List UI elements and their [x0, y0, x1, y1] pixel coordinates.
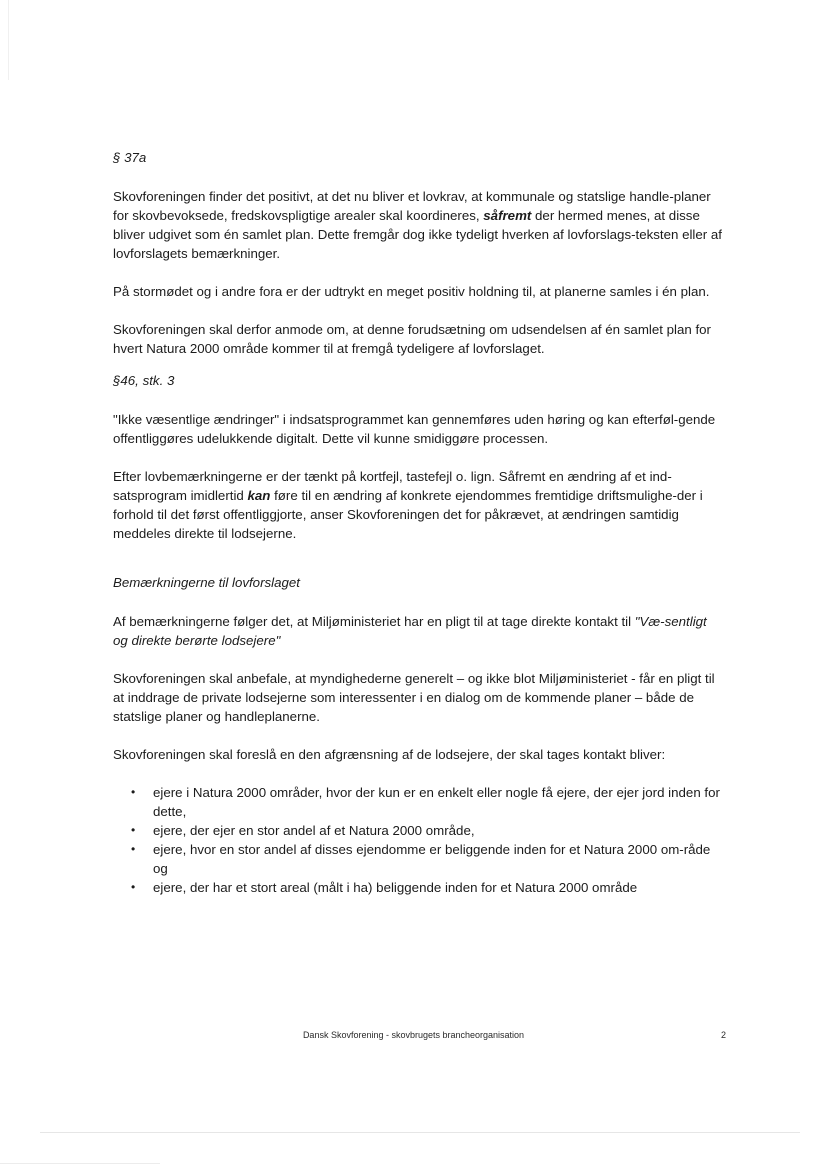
page-footer: Dansk Skovforening - skovbrugets brancheorganisation	[302, 1030, 525, 1040]
paragraph-coordination-text-a: Skovforeningen finder det positivt, at det nu bliver et lovkrav, at kommunale og statslige handle-planer for skovbevoksede, fredskovspligtige arealer skal koordineres,	[113, 189, 711, 223]
bullet-icon: •	[131, 823, 136, 837]
section-heading-37a: § 37a	[113, 150, 147, 165]
list-item	[113, 840, 725, 878]
paragraph-recommendation: Skovforeningen skal anbefale, at myndighederne generelt – og ikke blot Miljøministeriet - får en pligt til at inddrage de private lodsejerne som interessenter i en dialog om de kommende planer – både de statslige planer og handleplanerne.	[113, 671, 715, 724]
list-item	[113, 878, 725, 897]
bullet-icon: •	[131, 785, 136, 799]
paragraph-lodsejere-notice-emphasis: kan	[247, 488, 271, 503]
paragraph-lodsejere-notice	[113, 467, 725, 543]
paragraph-coordination-text-b: der hermed menes, at disse bliver udgivet som én samlet plan. Dette fremgår dog ikke tydeligt hverken af lovforslags-teksten eller af lovforslagets bemærkninger.	[113, 208, 722, 261]
list-item-text: ejere i Natura 2000 områder, hvor der kun er en enkelt eller nogle få ejere, der ejer jord inden for dette,	[153, 785, 720, 819]
list-item	[113, 821, 725, 840]
scan-artifact-line-bottom	[0, 1163, 160, 1164]
paragraph-lodsejere-notice-text-a: Efter lovbemærkningerne er der tænkt på kortfejl, tastefejl o. lign. Såfremt en ændring af et ind-satsprogram imidlertid	[113, 469, 672, 503]
paragraph-coordination	[113, 187, 725, 263]
list-item	[113, 783, 725, 821]
bullet-icon: •	[131, 842, 136, 856]
paragraph-proposal: Skovforeningen skal foreslå en den afgrænsning af de lodsejere, der skal tages kontakt bliver:	[113, 747, 666, 762]
paragraph-stormoede: På stormødet og i andre fora er der udtrykt en meget positiv holdning til, at planerne samles i én plan.	[113, 284, 710, 299]
list-item-text: ejere, der ejer en stor andel af et Natura 2000 område,	[153, 823, 475, 838]
paragraph-ministry-duty-text: Af bemærkningerne følger det, at Miljøministeriet har en pligt til at tage direkte kontakt til	[113, 614, 635, 629]
list-item-text: ejere, hvor en stor andel af disses ejendomme er beliggende inden for et Natura 2000 om-råde og	[153, 842, 711, 876]
bullet-list-owners	[113, 783, 725, 897]
section-heading-46: §46, stk. 3	[113, 373, 175, 388]
paragraph-ministry-duty	[113, 612, 725, 650]
paragraph-coordination-emphasis: såfremt	[483, 208, 532, 223]
page-number: 2	[721, 1030, 727, 1040]
scan-artifact-line	[40, 1132, 800, 1133]
paragraph-ministry-duty-quote: "Væ-sentligt og direkte berørte lodsejere"	[113, 614, 707, 648]
list-item-text: ejere, der har et stort areal (målt i ha) beliggende inden for et Natura 2000 område	[153, 880, 638, 895]
scan-edge-mark	[8, 0, 9, 80]
bullet-icon: •	[131, 880, 136, 894]
section-heading-bemaerkninger: Bemærkningerne til lovforslaget	[113, 575, 300, 590]
paragraph-lodsejere-notice-text-b: føre til en ændring af konkrete ejendommes fremtidige driftsmulighe-der i forhold til det først offentliggjorte, anser Skovforeningen det for påkrævet, at ændringen samtidig meddeles direkte til lodsejerne.	[113, 488, 703, 541]
paragraph-minor-changes: "Ikke væsentlige ændringer" i indsatsprogrammet kan gennemføres uden høring og kan efterføl-gende offentliggøres udelukkende digitalt. Dette vil kunne smidiggøre processen.	[113, 412, 716, 446]
document-body	[113, 148, 725, 897]
paragraph-request: Skovforeningen skal derfor anmode om, at denne forudsætning om udsendelsen af én samlet plan for hvert Natura 2000 område kommer til at fremgå tydeligere af lovforslaget.	[113, 322, 711, 356]
